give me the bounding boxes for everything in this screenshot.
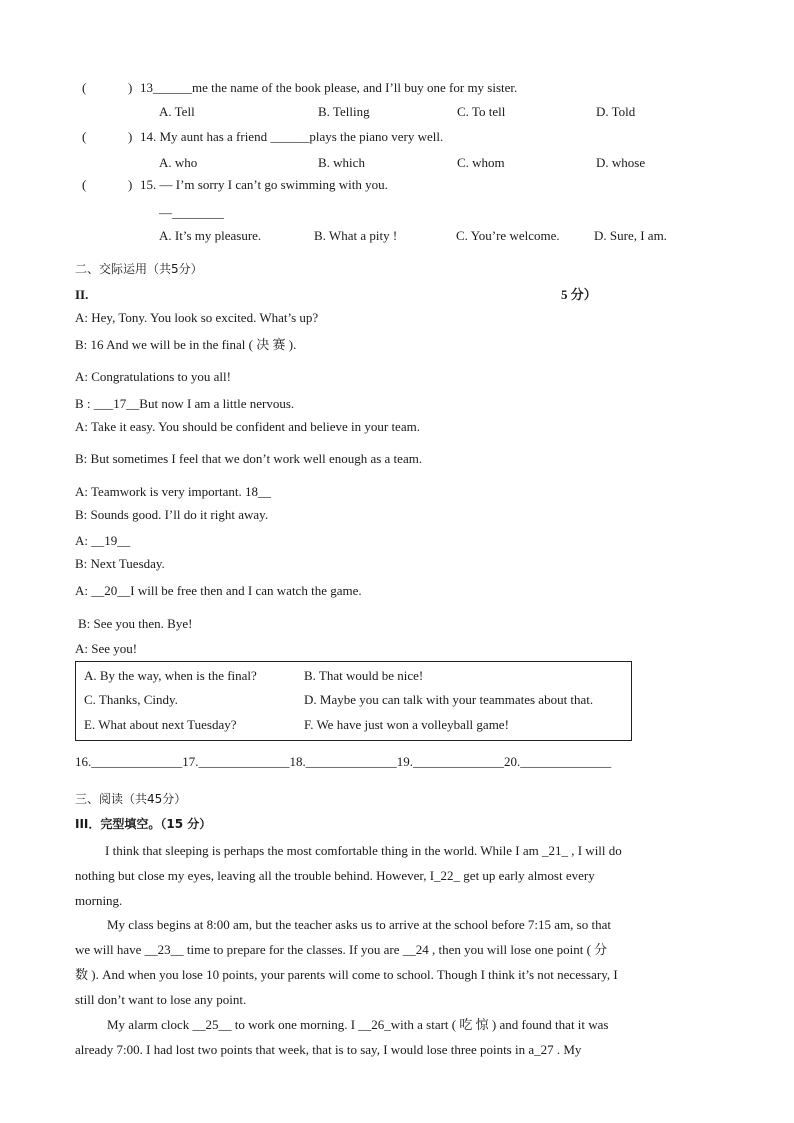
q14-paren-close: ) (128, 129, 133, 144)
section2-sub-score: 5 分） (561, 287, 597, 302)
dialogue-line-11: A: __20__I will be free then and I can watch the game. (75, 583, 362, 598)
q13-option-a: A. Tell (159, 104, 195, 119)
choice-f: F. We have just won a volleyball game! (304, 717, 509, 732)
dialogue-line-7: A: Teamwork is very important. 18__ (75, 484, 271, 499)
dialogue-line-9: A: __19__ (75, 533, 131, 548)
choices-box (75, 661, 632, 741)
q15-option-b: B. What a pity ! (314, 228, 398, 243)
p2-line-2: we will have __23__ time to prepare for the classes. If you are __24 , then you will lose one point ( 分 (75, 942, 608, 957)
q15-paren-close: ) (128, 177, 133, 192)
choice-c: C. Thanks, Cindy. (84, 692, 178, 707)
dialogue-line-3: A: Congratulations to you all! (75, 369, 231, 384)
dialogue-line-1: A: Hey, Tony. You look so excited. What’s up? (75, 310, 319, 325)
q14-option-c: C. whom (457, 155, 505, 170)
q13-paren-open: ( (82, 80, 87, 95)
q15-paren-open: ( (82, 177, 87, 192)
q13-option-d: D. Told (596, 104, 636, 119)
q13-option-c: C. To tell (457, 104, 506, 119)
dialogue-line-13: A: See you! (75, 641, 138, 656)
q14-option-b: B. which (318, 155, 365, 170)
section3-sub-heading: III．完型填空。（15 分） (75, 817, 212, 831)
p2-line-1: My class begins at 8:00 am, but the teacher asks us to arrive at the school before 7:15 am, so that (107, 917, 611, 932)
choice-d: D. Maybe you can talk with your teammates about that. (304, 692, 594, 707)
q14-paren-open: ( (82, 129, 87, 144)
q13-paren-close: ) (128, 80, 133, 95)
dialogue-line-8: B: Sounds good. I’ll do it right away. (75, 507, 269, 522)
paragraph-2 (75, 912, 720, 1012)
q15-option-c: C. You’re welcome. (456, 228, 560, 243)
section3-heading: 三、阅读（共45分） (75, 792, 187, 806)
q14-option-a: A. who (159, 155, 198, 170)
paragraph-3 (75, 1012, 720, 1062)
p3-line-2: already 7:00. I had lost two points that week, that is to say, I would lose three points in a_27 . My (75, 1042, 582, 1057)
dialogue-line-5: A: Take it easy. You should be confident and believe in your team. (75, 419, 420, 434)
dialogue-line-2: B: 16 And we will be in the final ( 决 赛 ). (75, 337, 297, 352)
q15-stem: 15. — I’m sorry I can’t go swimming with you. (140, 177, 388, 192)
q15-reply-blank: —________ (159, 205, 224, 220)
choice-b: B. That would be nice! (304, 668, 424, 683)
q13-option-b: B. Telling (318, 104, 370, 119)
p2-line-4: still don’t want to lose any point. (75, 992, 247, 1007)
p2-line-3: 数 ). And when you lose 10 points, your parents will come to school. Though I think it’s not necessary, I (75, 967, 618, 982)
p3-line-1: My alarm clock __25__ to work one morning. I __26_with a start ( 吃 惊 ) and found that it was (107, 1017, 609, 1032)
choice-a: A. By the way, when is the final? (84, 668, 257, 683)
p1-line-1: I think that sleeping is perhaps the most comfortable thing in the world. While I am _21_ , I will do (105, 843, 622, 858)
p1-line-3: morning. (75, 893, 123, 908)
q15-option-a: A. It’s my pleasure. (159, 228, 262, 243)
choice-e: E. What about next Tuesday? (84, 717, 237, 732)
paragraph-1 (75, 838, 720, 913)
q13-stem: 13______me the name of the book please, and I’ll buy one for my sister. (140, 80, 518, 95)
q15-option-d: D. Sure, I am. (594, 228, 667, 243)
dialogue-line-4: B : ___17__But now I am a little nervous. (75, 396, 295, 411)
dialogue-line-12: B: See you then. Bye! (78, 616, 193, 631)
answer-line: 16.______________17.______________18.______________19.______________20.______________ (75, 754, 612, 769)
dialogue-line-6: B: But sometimes I feel that we don’t work well enough as a team. (75, 451, 423, 466)
p1-line-2: nothing but close my eyes, leaving all the trouble behind. However, I_22_ get up early almost every (75, 868, 595, 883)
q14-option-d: D. whose (596, 155, 646, 170)
dialogue-line-10: B: Next Tuesday. (75, 556, 165, 571)
q14-stem: 14. My aunt has a friend ______plays the piano very well. (140, 129, 444, 144)
section2-heading: 二、交际运用（共5分） (75, 262, 203, 276)
section2-sub-label: II. (75, 287, 89, 302)
